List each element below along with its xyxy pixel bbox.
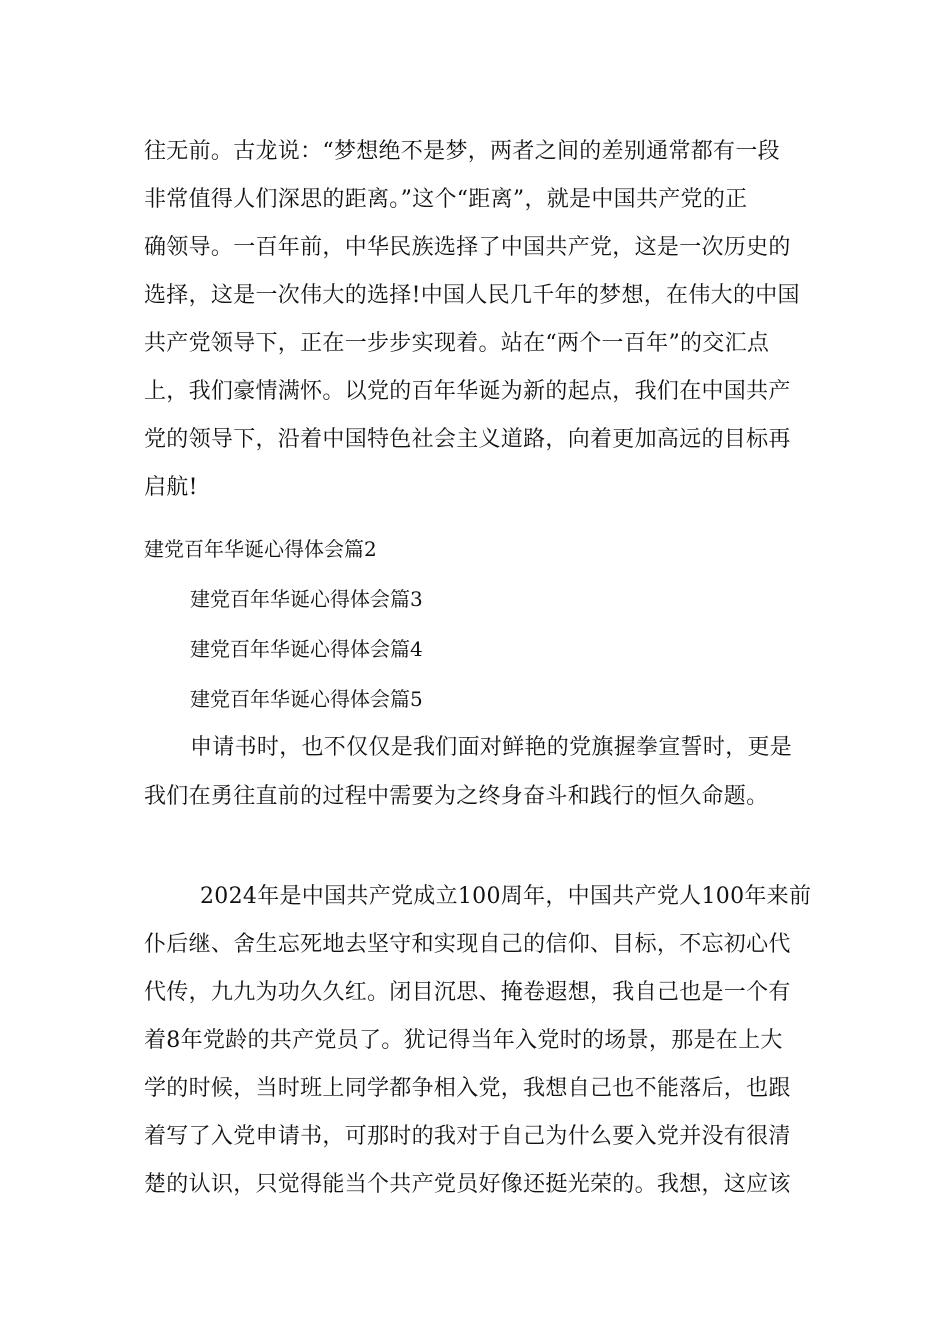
paragraph-1-line: 非常值得人们深思的距离。”这个“距离”，就是中国共产党的正 (144, 187, 748, 212)
paragraph-3-line: 楚的认识，只觉得能当个共产党员好像还挺光荣的。我想，这应该 (144, 1172, 791, 1197)
paragraph-1-line: 启航! (144, 475, 198, 500)
paragraph-2-line: 申请书时，也不仅仅是我们面对鲜艳的党旗握拳宣誓时，更是 (190, 735, 793, 760)
section-heading-3: 建党百年华诞心得体会篇3 (190, 587, 423, 611)
paragraph-1-line: 往无前。古龙说：“梦想绝不是梦，两者之间的差别通常都有一段 (144, 139, 780, 164)
paragraph-1-line: 共产党领导下，正在一步步实现着。站在“两个一百年”的交汇点 (144, 331, 770, 356)
section-heading-4: 建党百年华诞心得体会篇4 (190, 637, 423, 661)
paragraph-2-line: 我们在勇往直前的过程中需要为之终身奋斗和践行的恒久命题。 (144, 784, 769, 809)
paragraph-3-line: 着8年党龄的共产党员了。犹记得当年入党时的场景，那是在上大 (144, 1028, 783, 1053)
paragraph-3-line: 着写了入党申请书，可那时的我对于自己为什么要入党并没有很清 (144, 1124, 791, 1149)
paragraph-3-line: 代传，九九为功久久红。闭目沉思、掩卷遐想，我自己也是一个有 (144, 980, 791, 1005)
paragraph-1-line: 确领导。一百年前，中华民族选择了中国共产党，这是一次历史的 (144, 235, 791, 260)
section-heading-2: 建党百年华诞心得体会篇2 (144, 537, 377, 561)
paragraph-1-line: 上，我们豪情满怀。以党的百年华诞为新的起点，我们在中国共产 (144, 379, 791, 404)
paragraph-1-line: 党的领导下，沿着中国特色社会主义道路，向着更加高远的目标再 (144, 427, 791, 452)
section-heading-5: 建党百年华诞心得体会篇5 (190, 687, 423, 711)
paragraph-3-line: 学的时候，当时班上同学都争相入党，我想自己也不能落后，也跟 (144, 1076, 791, 1101)
paragraph-3-line: 2024年是中国共产党成立100周年，中国共产党人100年来前 (200, 884, 812, 909)
paragraph-3-line: 仆后继、舍生忘死地去坚守和实现自己的信仰、目标，不忘初心代 (144, 932, 791, 957)
paragraph-1-line: 选择，这是一次伟大的选择!中国人民几千年的梦想，在伟大的中国 (144, 283, 800, 308)
